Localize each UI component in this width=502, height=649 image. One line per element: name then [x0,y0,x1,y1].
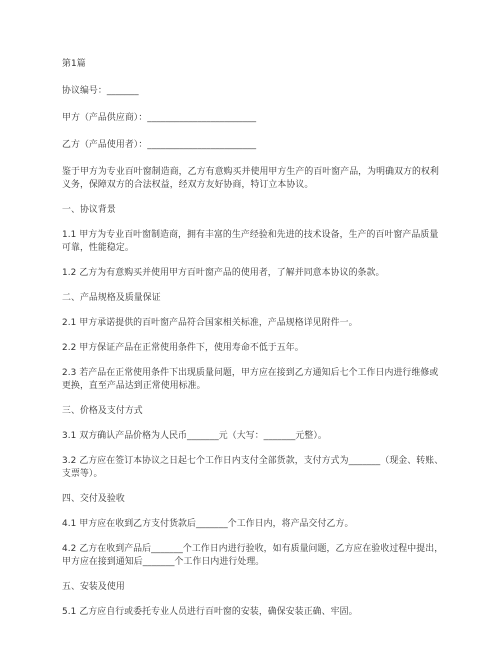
clause-3-1: 3.1 双方确认产品价格为人民币_______元（大写：_______元整）。 [62,431,327,441]
clause-2-2: 2.2 甲方保证产品在正常使用条件下，使用寿命不低于五年。 [62,343,304,353]
clause-5-1: 5.1 乙方应自行或委托专业人员进行百叶窗的安装，确保安装正确、牢固。 [62,607,358,617]
section-title-4: 四、交付及验收 [62,494,125,504]
section-title-3: 三、价格及支付方式 [62,406,143,416]
clause-4-1: 4.1 甲方应在收到乙方支付货款后_______个工作日内，将产品交付乙方。 [62,519,354,529]
agreement-number: 协议编号：_______ [62,86,139,96]
clause-3-2: 3.2 乙方应在签订本协议之日起七个工作日内支付全部货款，支付方式为_______（现金、转账、支票等）。 [62,456,444,479]
clause-1-1: 1.1 甲方为专业百叶窗制造商，拥有丰富的生产经验和先进的技术设备，生产的百叶窗产品质量可靠，性能稳定。 [62,230,439,253]
party-a-line: 甲方（产品供应商）：________________________ [62,113,257,123]
document-heading: 第1篇 [62,59,86,69]
section-title-2: 二、产品规格及质量保证 [62,293,161,303]
party-b-line: 乙方（产品使用者）：________________________ [62,140,257,150]
section-title-5: 五、安装及使用 [62,582,125,592]
clause-2-3: 2.3 若产品在正常使用条件下出现质量问题，甲方应在接到乙方通知后七个工作日内进行维修或更换，直至产品达到正常使用标准。 [62,368,439,391]
preamble: 鉴于甲方为专业百叶窗制造商，乙方有意购买并使用甲方生产的百叶窗产品，为明确双方的权利义务，保障双方的合法权益，经双方友好协商，特订立本协议。 [62,167,439,190]
clause-1-2: 1.2 乙方为有意购买并使用甲方百叶窗产品的使用者，了解并同意本协议的条款。 [62,268,385,278]
clause-4-2: 4.2 乙方在收到产品后_______个工作日内进行验收，如有质量问题，乙方应在验收过程中提出，甲方应在接到通知后_______个工作日内进行处理。 [62,544,444,567]
section-title-1: 一、协议背景 [62,205,116,215]
clause-2-1: 2.1 甲方承诺提供的百叶窗产品符合国家相关标准，产品规格详见附件一。 [62,318,358,328]
